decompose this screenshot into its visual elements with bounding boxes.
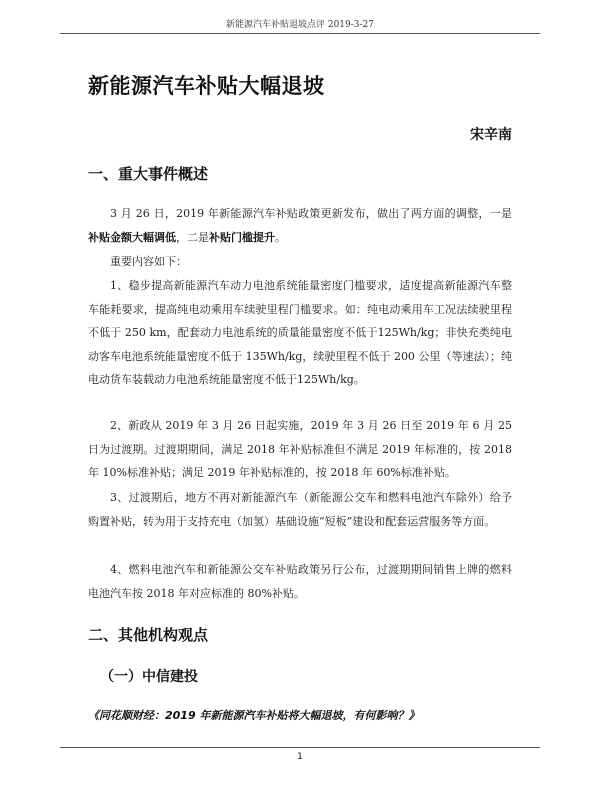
section-heading-overview: 一、重大事件概述 — [88, 165, 209, 183]
intro-text-part3: 。 — [275, 230, 286, 244]
page-number: 1 — [297, 752, 303, 762]
key-points-label: 重要内容如下： — [110, 255, 187, 268]
policy-item-2: 2、新政从 2019 年 3 月 26 日起实施，2019 年 3 月 26 日至 2019 年 6 月 25 日为过渡期。过渡期期间，满足 2018 年补贴标准但不满足 2019 年标准的，按 2018 年 10%标准补贴；满足 2019 年补贴标准的，按 2018 年 60%标准补贴。 — [88, 419, 512, 479]
author-name: 宋辛南 — [470, 127, 512, 143]
subsection-heading-citic: （一）中信建投 — [100, 669, 198, 685]
footer-divider — [60, 747, 540, 748]
policy-item-1: 1、稳步提高新能源汽车动力电池系统能量密度门槛要求，适度提高新能源汽车整车能耗要求，提高纯电动乘用车续驶里程门槛要求。如：纯电动乘用车工况法续驶里程不低于 250 km，配套动力电池系统的质量能量密度不低于125Wh/kg；非快充类纯电动客车电池系统能量密度不低于 135Wh/kg，续驶里程不低于 200 公里（等速法）；纯电动货车装载动力电池系统能量密度不低于125Wh/kg。 — [88, 279, 512, 386]
running-header: 新能源汽车补贴退坡点评 2019-3-27 — [225, 20, 375, 30]
source-article-title: 《同花顺财经：2019 年新能源汽车补贴将大幅退坡，有何影响？》 — [88, 709, 420, 722]
intro-highlight-amount: 补贴金额大幅调低 — [88, 230, 176, 244]
document-title: 新能源汽车补贴大幅退坡 — [88, 74, 325, 98]
policy-item-4: 4、燃料电池汽车和新能源公交车补贴政策另行公布，过渡期期间销售上牌的燃料电池汽车按 2018 年对应标准的 80%补贴。 — [88, 563, 512, 600]
header-divider — [60, 33, 540, 34]
intro-text-part2: ，二是 — [176, 230, 209, 244]
section-heading-institution-views: 二、其他机构观点 — [88, 626, 209, 644]
intro-highlight-threshold: 补贴门槛提升 — [209, 230, 275, 244]
intro-paragraph — [88, 202, 512, 249]
intro-text-part1: 3 月 26 日，2019 年新能源汽车补贴政策更新发布，做出了两方面的调整，一是 — [110, 207, 512, 220]
policy-item-3: 3、过渡期后，地方不再对新能源汽车（新能源公交车和燃料电池汽车除外）给予购置补贴，转为用于支持充电（加氢）基础设施“短板”建设和配套运营服务等方面。 — [88, 491, 512, 528]
